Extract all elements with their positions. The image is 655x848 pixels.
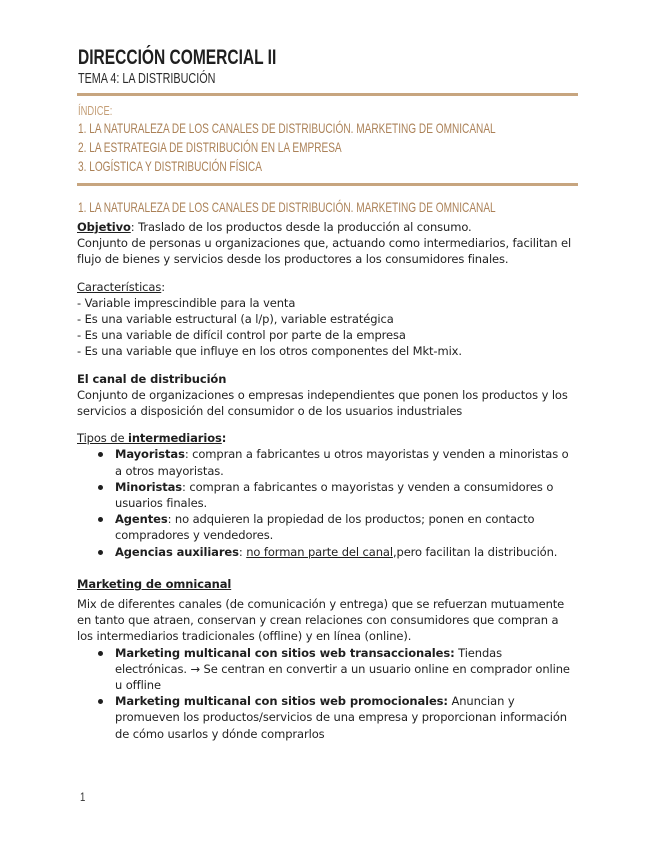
list-item-mayoristas: Mayoristas: compran a fabricantes u otros mayoristas y venden a minoristas o a otros mayoristas. bbox=[115, 446, 577, 478]
index-item-3: 3. LOGÍSTICA Y DISTRIBUCIÓN FÍSICA bbox=[78, 158, 262, 174]
tipos-heading: Tipos de intermediarios: bbox=[77, 431, 227, 446]
divider-middle bbox=[77, 183, 578, 186]
objetivo-text: : Traslado de los productos desde la producción al consumo. bbox=[130, 220, 472, 234]
section-heading: 1. LA NATURALEZA DE LOS CANALES DE DISTRIBUCIÓN. MARKETING DE OMNICANAL bbox=[78, 199, 496, 215]
caracteristicas-label: Características bbox=[77, 279, 162, 294]
list-item-promocionales: Marketing multicanal con sitios web promocionales: Anuncian y promueven los productos/servicios de una empresa y proporcionan información de cómo usarlos y dónde comprarlos bbox=[115, 693, 577, 742]
list-item-transaccionales: Marketing multicanal con sitios web transaccionales: Tiendas electrónicas. → Se centran en convertir a un usuario online en comprador online u offline bbox=[115, 645, 577, 694]
divider-top bbox=[77, 93, 578, 96]
list-item-minoristas: Minoristas: compran a fabricantes o mayoristas y venden a consumidores o usuarios finales. bbox=[115, 479, 577, 511]
tipos-label: Tipos de intermediarios bbox=[77, 431, 222, 446]
list-item-agencias: Agencias auxiliares: no forman parte del canal,pero facilitan la distribución. bbox=[115, 544, 577, 560]
index-item-1: 1. LA NATURALEZA DE LOS CANALES DE DISTRIBUCIÓN. MARKETING DE OMNICANAL bbox=[78, 120, 496, 136]
caracteristica-item: - Es una variable estructural (a l/p), variable estratégica bbox=[77, 312, 394, 327]
caracteristicas-heading: Características: bbox=[77, 279, 166, 294]
caracteristica-item: - Es una variable que influye en los otros componentes del Mkt-mix. bbox=[77, 344, 462, 359]
list-item-agentes: Agentes: no adquieren la propiedad de los productos; ponen en contacto compradores y vendedores. bbox=[115, 511, 577, 543]
omnicanal-heading: Marketing de omnicanal bbox=[77, 576, 232, 591]
caracteristica-item: - Variable imprescindible para la venta bbox=[77, 295, 296, 310]
omnicanal-list bbox=[77, 645, 577, 742]
index-label: ÍNDICE: bbox=[78, 103, 113, 118]
page-number: 1 bbox=[80, 790, 86, 804]
section-body bbox=[77, 219, 577, 742]
canal-heading: El canal de distribución bbox=[77, 371, 227, 386]
index-item-2: 2. LA ESTRATEGIA DE DISTRIBUCIÓN EN LA EMPRESA bbox=[78, 139, 342, 155]
canal-description: Conjunto de organizaciones o empresas independientes que ponen los productos y los servicios a disposición del consumidor o de los usuarios industriales bbox=[77, 387, 568, 419]
caracteristica-item: - Es una variable de difícil control por parte de la empresa bbox=[77, 328, 406, 343]
intermediarios-list bbox=[77, 446, 577, 559]
objetivo-description: Conjunto de personas u organizaciones que, actuando como intermediarios, facilitan el flujo de bienes y servicios desde los productores a los consumidores finales. bbox=[77, 236, 572, 267]
objetivo-label: Objetivo bbox=[77, 220, 131, 234]
omnicanal-description: Mix de diferentes canales (de comunicación y entrega) que se refuerzan mutuamente en tanto que atraen, conservan y crean relaciones con consumidores que compran a los intermediarios tradicionales (offline) y en línea (online). bbox=[77, 597, 565, 644]
document-title: DIRECCIÓN COMERCIAL II bbox=[78, 46, 277, 69]
objetivo-paragraph bbox=[77, 219, 577, 235]
document-subtitle: TEMA 4: LA DISTRIBUCIÓN bbox=[78, 70, 216, 87]
